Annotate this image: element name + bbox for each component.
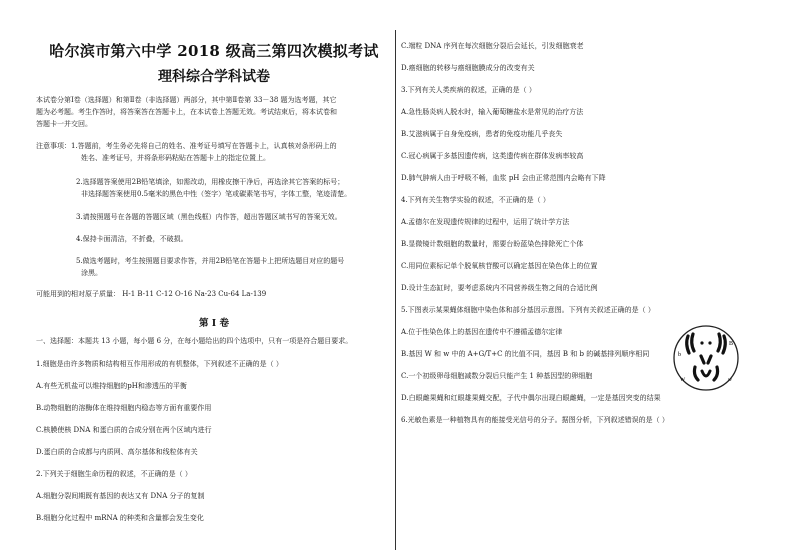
q1-option-b: B.动物细胞的溶酶体在维持细胞内稳态等方面有重要作用 <box>36 404 212 412</box>
q4-stem: 4.下列有关生物学实验的叙述，不正确的是（ ） <box>401 196 550 204</box>
q1-option-a: A.有些无机盐可以维持细胞的pH和渗透压的平衡 <box>36 382 187 390</box>
q2-option-c: C.端粒 DNA 序列在每次细胞分裂后会延长，引发细胞衰老 <box>401 42 584 50</box>
exam-title: 哈尔滨市第六中学 2018 级高三第四次模拟考试 <box>49 42 379 60</box>
fruit-fly-chromosome-diagram <box>671 323 741 393</box>
exam-subtitle: 理科综合学科试卷 <box>158 69 270 85</box>
chromosome-6 <box>708 356 711 363</box>
section-title: 第 Ⅰ 卷 <box>198 318 230 329</box>
q3-option-d: D.肺气肿病人由于呼吸不畅，血浆 pH 会由正常范围内会略有下降 <box>401 174 606 182</box>
q5-stem: 5.下图表示某果蝇体细胞中染色体和部分基因示意图。下列有关叙述正确的是（ ） <box>401 306 655 314</box>
q4-option-a: A.孟德尔在发现遗传规律的过程中，运用了统计学方法 <box>401 218 570 226</box>
chromosome-4 <box>723 336 725 353</box>
gene-label-w-lower: w <box>728 377 732 383</box>
q3-stem: 3.下列有关人类疾病的叙述，正确的是（ ） <box>401 86 536 94</box>
chromosome-x <box>702 371 710 376</box>
q3-option-a: A.急性肠炎病人脱水时，输入葡萄糖盐水是常见的治疗方法 <box>401 108 584 116</box>
q5-option-b: B.基因 W 和 w 中的 A+G/T+C 的比值不同，基因 B 和 b 的碱基排列顺序相同 <box>401 350 650 358</box>
q4-option-d: D.设计生态缸时，要考虑系统内不同营养级生物之间的合适比例 <box>401 284 598 292</box>
q1-option-d: D.蛋白质的合成都与内质网、高尔基体和线粒体有关 <box>36 448 198 456</box>
intro-line-2: 题为必考题。考生作答时，将答案答在答题卡上，在本试卷上答题无效。考试结束后，将本试卷和 <box>36 108 337 116</box>
note-1a: 注意事项：1.答题前，考生务必先将自己的姓名、准考证号填写在答题卡上，认真核对条形码上的 <box>36 142 337 150</box>
chromosome-dot-2 <box>708 341 711 344</box>
note-4: 4.保持卡面清洁，不折叠，不破损。 <box>76 235 188 243</box>
chromosome-7 <box>694 367 698 380</box>
note-2b: 非选择题答案使用0.5毫米的黑色中性（签字）笔或碳素笔书写，字体工整，笔迹清楚。 <box>81 190 352 198</box>
section-instructions: 一、选择题：本题共 13 小题，每小题 6 分，在每小题给出的四个选项中，只有一项是符合题目要求。 <box>36 337 353 345</box>
chromosome-1 <box>687 336 689 353</box>
note-5a: 5.做选考题时，考生按照题目要求作答，并用2B铅笔在答题卡上把所选题目对应的题号 <box>76 257 345 265</box>
q1-stem: 1.细胞是由许多物质和结构相互作用形成的有机整体，下列叙述不正确的是（ ） <box>36 360 283 368</box>
q2-option-b: B.细胞分化过程中 mRNA 的种类和含量都会发生变化 <box>36 514 204 522</box>
note-1b: 姓名、准考证号，并将条形码粘贴在答题卡上的指定位置上。 <box>81 154 270 162</box>
atomic-masses: 可能用到的相对原子质量： H-1 B-11 C-12 O-16 Na-23 Cu-64 La-139 <box>36 290 267 298</box>
q5-option-a: A.位于性染色体上的基因在遗传中不遵循孟德尔定律 <box>401 328 563 336</box>
intro-line-1: 本试卷分第Ⅰ卷（选择题）和第Ⅱ卷（非选择题）两部分，其中第Ⅱ卷第 33－38 题为选考题，其它 <box>36 96 337 104</box>
q2-option-d: D.癌细胞的转移与癌细胞膜成分的改变有关 <box>401 64 535 72</box>
gene-label-b-lower: b <box>678 352 681 358</box>
chromosome-8 <box>714 367 718 380</box>
chromosome-2 <box>692 334 694 351</box>
chromosome-3 <box>718 334 720 351</box>
q5-option-c: C.一个初级卵母细胞减数分裂后只能产生 1 种基因型的卵细胞 <box>401 372 593 380</box>
q4-option-b: B.显微镜计数细胞的数量时，需要台盼蓝染色排除死亡个体 <box>401 240 584 248</box>
note-3: 3.请按照题号在各题的答题区域（黑色线框）内作答，超出答题区域书写的答案无效。 <box>76 213 342 221</box>
q1-option-c: C.核膜使核 DNA 和蛋白质的合成分别在两个区域内进行 <box>36 426 212 434</box>
intro-line-3: 答题卡一并交回。 <box>36 120 92 128</box>
column-divider <box>395 30 396 550</box>
q4-option-c: C.用同位素标记单个脱氧核苷酸可以确定基因在染色体上的位置 <box>401 262 598 270</box>
q2-stem: 2.下列关于细胞生命历程的叙述，不正确的是（ ） <box>36 470 192 478</box>
gene-label-w: W <box>680 377 686 383</box>
chromosome-dot-1 <box>700 341 703 344</box>
gene-label-b: B <box>729 341 734 347</box>
q2-option-a: A.细胞分裂间期既有基因的表达又有 DNA 分子的复制 <box>36 492 205 500</box>
q3-option-b: B.艾滋病属于自身免疫病，患者的免疫功能几乎丧失 <box>401 130 563 138</box>
q3-option-c: C.冠心病属于多基因遗传病，这类遗传病在群体发病率较高 <box>401 152 584 160</box>
note-2a: 2.选择题答案使用2B铅笔填涂，如需改动，用橡皮擦干净后，再选涂其它答案的标号； <box>76 178 345 186</box>
q5-option-d: D.白眼雌果蝇和红眼雄果蝇交配，子代中偶尔出现白眼雌蝇，一定是基因突变的结果 <box>401 394 661 402</box>
chromosome-5 <box>701 356 704 363</box>
note-5b: 涂黑。 <box>81 269 102 277</box>
q6-stem: 6.光敏色素是一种植物具有的能接受光信号的分子。据图分析，下列叙述错误的是（ ） <box>401 416 669 424</box>
